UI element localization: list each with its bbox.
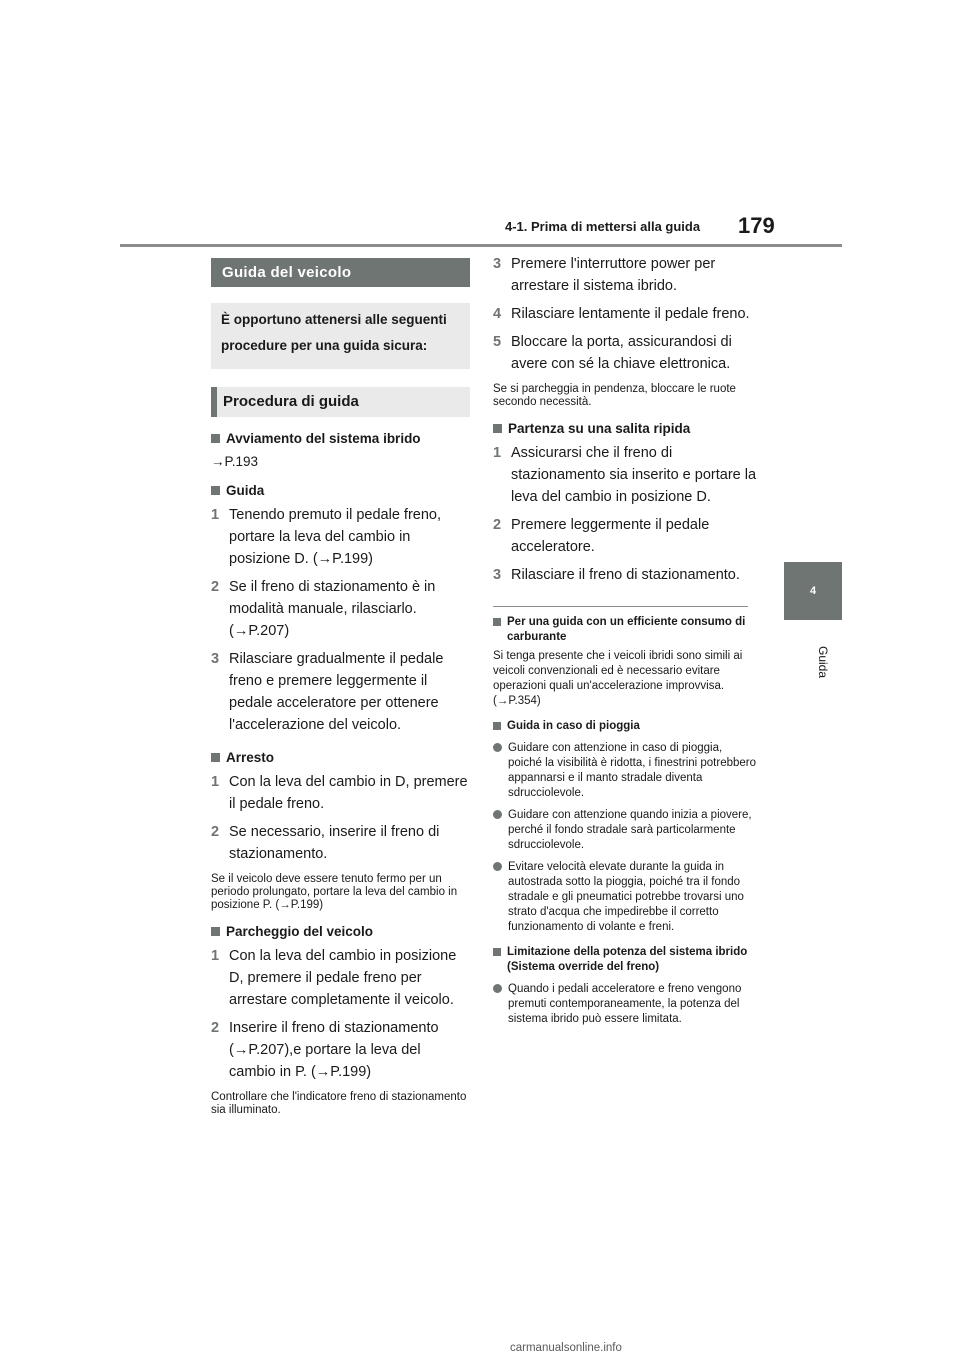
page-number: 179 — [738, 213, 775, 238]
step-item: 4 Rilasciare lentamente il pedale freno. — [493, 306, 750, 322]
chapter-label: Guida — [816, 646, 830, 679]
info-text-consumo: Si tenga presente che i veicoli ibridi sono simili ai veicoli convenzionali ed è necessario evitare operazioni quali un'accelerazione improvvisa. (→P.354) — [493, 650, 743, 707]
page-reference: →P.193 — [211, 454, 259, 469]
subheading-avviamento: Avviamento del sistema ibrido — [211, 431, 470, 446]
round-bullet-icon — [493, 743, 502, 752]
step-item: 2 Se il freno di stazionamento è in modalità manuale, rilasciarlo. (→P.207) — [211, 579, 436, 639]
note-pendenza: Se si parcheggia in pendenza, bloccare le ruote secondo necessità. — [493, 383, 736, 408]
intro-box: È opportuno attenersi alle seguenti procedure per una guida sicura: — [211, 303, 470, 369]
footer-watermark: carmanualsonline.info — [510, 1342, 622, 1354]
square-bullet-icon — [211, 434, 220, 443]
steps-arresto — [211, 771, 470, 865]
subheading-guida: Guida — [211, 483, 470, 498]
square-bullet-icon — [493, 618, 501, 626]
header-rule — [120, 244, 842, 247]
bullet-item: Guidare con attenzione quando inizia a piovere, perché il fondo stradale sarà particolarmente sdrucciolevole. — [493, 808, 759, 853]
subheading-parcheggio: Parcheggio del veicolo — [211, 924, 470, 939]
step-item: 1 Con la leva del cambio in posizione D, premere il pedale freno per arrestare completamente il veicolo. — [211, 948, 457, 1008]
bullet-item: Evitare velocità elevate durante la guida in autostrada sotto la pioggia, poiché tra il fondo stradale e gli pneumatici potrebbe trovarsi uno strato d'acqua che impedirebbe il corretto funzionamento di volante e freni. — [493, 860, 759, 935]
step-item: 2 Se necessario, inserire il freno di stazionamento. — [211, 824, 440, 862]
step-item: 1 Tenendo premuto il pedale freno, portare la leva del cambio in posizione D. (→P.199) — [211, 507, 442, 567]
square-bullet-icon — [211, 927, 220, 936]
left-column — [211, 258, 470, 1117]
steps-parcheggio — [211, 945, 470, 1083]
step-item: 3 Rilasciare il freno di stazionamento. — [493, 567, 740, 583]
step-item: 5 Bloccare la porta, assicurandosi di avere con sé la chiave elettronica. — [493, 334, 732, 372]
chapter-tab[interactable]: 4 — [784, 562, 842, 620]
round-bullet-icon — [493, 810, 502, 819]
right-column — [493, 253, 759, 1027]
step-item: 3 Premere l'interruttore power per arrestare il sistema ibrido. — [493, 256, 716, 294]
square-bullet-icon — [493, 424, 502, 433]
note-parcheggio: Controllare che l'indicatore freno di stazionamento sia illuminato. — [211, 1091, 467, 1116]
square-bullet-icon — [211, 753, 220, 762]
steps-parcheggio-cont — [493, 253, 759, 375]
round-bullet-icon — [493, 984, 502, 993]
heading-guida-del-veicolo: Guida del veicolo — [211, 258, 470, 287]
subheading-partenza-salita: Partenza su una salita ripida — [493, 421, 759, 436]
round-bullet-icon — [493, 862, 502, 871]
step-item: 2 Inserire il freno di stazionamento (→P.207),e portare la leva del cambio in P. (→P.199) — [211, 1020, 439, 1080]
info-heading-pioggia: Guida in caso di pioggia — [493, 719, 759, 734]
info-heading-override: Limitazione della potenza del sistema ibrido (Sistema override del freno) — [493, 945, 759, 975]
steps-guida — [211, 504, 470, 736]
square-bullet-icon — [493, 948, 501, 956]
heading-procedura-di-guida: Procedura di guida — [211, 387, 470, 417]
step-item: 1 Con la leva del cambio in D, premere il pedale freno. — [211, 774, 468, 812]
step-item: 1 Assicurarsi che il freno di stazionamento sia inserito e portare la leva del cambio in posizione D. — [493, 445, 757, 505]
step-item: 2 Premere leggermente il pedale acceleratore. — [493, 517, 710, 555]
square-bullet-icon — [211, 486, 220, 495]
section-divider — [493, 606, 748, 607]
step-item: 3 Rilasciare gradualmente il pedale freno e premere leggermente il pedale acceleratore per ottenere l'accelerazione del veicolo. — [211, 651, 444, 733]
bullet-item: Guidare con attenzione in caso di pioggia, poiché la visibilità è ridotta, i finestrini potrebbero appannarsi e il manto stradale diventa sdrucciolevole. — [493, 741, 759, 801]
steps-partenza-salita — [493, 442, 759, 586]
section-title: 4-1. Prima di mettersi alla guida — [505, 219, 701, 234]
square-bullet-icon — [493, 722, 501, 730]
subheading-arresto: Arresto — [211, 750, 470, 765]
note-arresto: Se il veicolo deve essere tenuto fermo per un periodo prolungato, portare la leva del cambio in posizione P. (→P.199) — [211, 873, 458, 911]
info-heading-consumo: Per una guida con un efficiente consumo di carburante — [493, 615, 759, 645]
bullet-item: Quando i pedali acceleratore e freno vengono premuti contemporaneamente, la potenza del sistema ibrido può essere limitata. — [493, 982, 759, 1027]
